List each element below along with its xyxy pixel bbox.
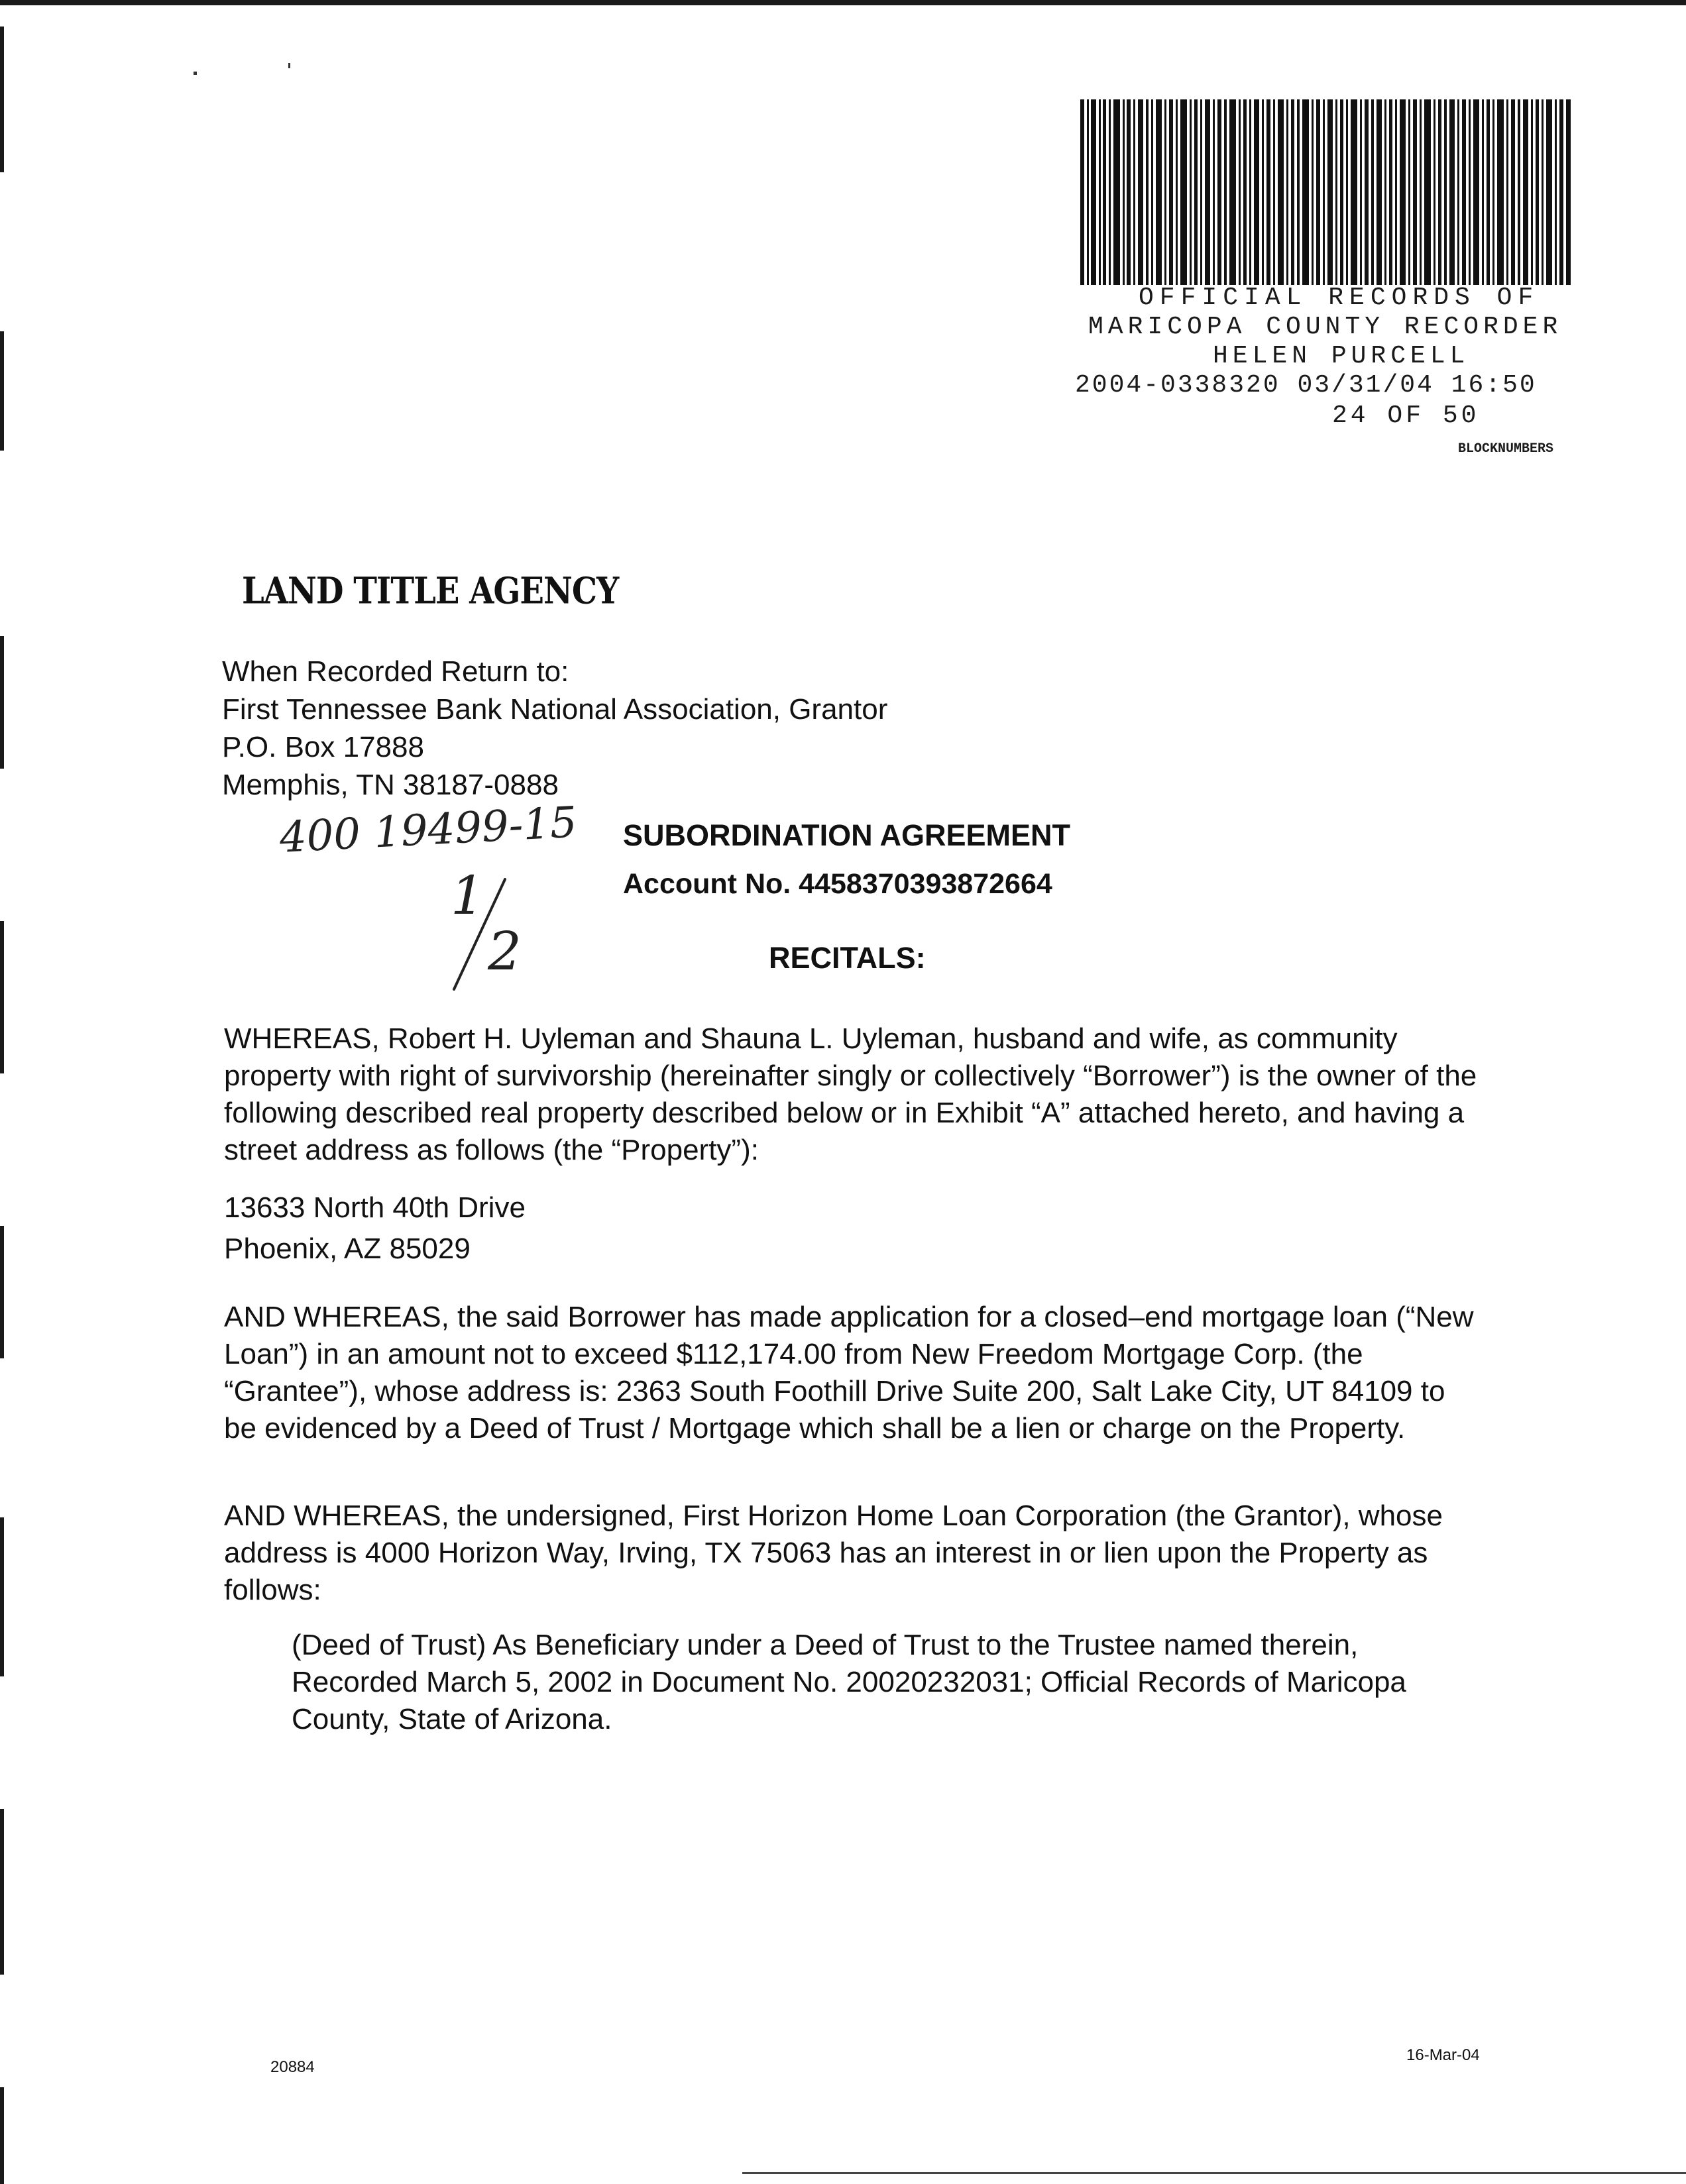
handwritten-fraction-denominator: 2 bbox=[488, 920, 522, 982]
document-title: SUBORDINATION AGREEMENT bbox=[623, 818, 1070, 852]
left-edge-mark bbox=[0, 2087, 4, 2184]
left-edge-mark bbox=[0, 331, 4, 451]
bottom-edge-rule bbox=[742, 2172, 1686, 2174]
left-edge-mark bbox=[0, 1226, 4, 1358]
property-address-street: 13633 North 40th Drive bbox=[224, 1191, 526, 1224]
scan-speck bbox=[288, 63, 290, 68]
left-edge-mark bbox=[0, 1517, 4, 1676]
account-number: Account No. 4458370393872664 bbox=[623, 868, 1052, 900]
recording-barcode bbox=[1080, 99, 1571, 285]
left-edge-mark bbox=[0, 921, 4, 1073]
scan-speck bbox=[194, 72, 197, 75]
stamp-line-document-number: 2004-0338320 03/31/04 16:50 bbox=[1075, 371, 1537, 400]
deed-of-trust-clause: (Deed of Trust) As Beneficiary under a Deed of Trust to the Trustee named therein, Recorded March 5, 2002 in Document No. 20020232031; Official Records of Maricopa County, State of Arizona. bbox=[292, 1629, 1406, 1735]
left-edge-mark bbox=[0, 1809, 4, 1975]
stamp-line-page-count: 24 OF 50 bbox=[1332, 402, 1480, 430]
footer-date: 16-Mar-04 bbox=[1406, 2046, 1480, 2064]
agency-stamp: LAND TITLE AGENCY bbox=[242, 570, 619, 613]
stamp-line-recorder-name: HELEN PURCELL bbox=[1213, 342, 1470, 370]
property-address-city: Phoenix, AZ 85029 bbox=[224, 1232, 471, 1265]
top-edge-rule bbox=[0, 0, 1686, 5]
left-edge-mark bbox=[0, 27, 4, 172]
stamp-line-official-records: OFFICIAL RECORDS OF bbox=[1139, 284, 1540, 312]
stamp-tag: BLOCKNUMBERS bbox=[1458, 441, 1554, 457]
recital-paragraph-3: AND WHEREAS, the undersigned, First Horizon Home Loan Corporation (the Grantor), whose address is 4000 Horizon Way, Irving, TX 75063 has an interest in or lien upon the Property as follows: bbox=[224, 1500, 1443, 1606]
footer-form-number: 20884 bbox=[270, 2058, 315, 2076]
recitals-heading: RECITALS: bbox=[769, 941, 926, 975]
return-city: Memphis, TN 38187-0888 bbox=[222, 769, 559, 801]
stamp-line-county-recorder: MARICOPA COUNTY RECORDER bbox=[1088, 313, 1563, 341]
handwritten-number: 400 19499-15 bbox=[278, 798, 579, 863]
return-heading: When Recorded Return to: bbox=[222, 655, 569, 688]
return-name: First Tennessee Bank National Association, Grantor bbox=[222, 693, 888, 726]
return-address-block bbox=[222, 653, 887, 804]
left-edge-mark bbox=[0, 636, 4, 769]
recital-paragraph-1: WHEREAS, Robert H. Uyleman and Shauna L. Uyleman, husband and wife, as community property with right of survivorship (hereinafter singly or collectively “Borrower”) is the owner of the following described real property described below or in Exhibit “A” attached hereto, and having a street address as follows (the “Property”): bbox=[224, 1022, 1477, 1166]
return-po-box: P.O. Box 17888 bbox=[222, 731, 424, 763]
handwritten-fraction-numerator: 1 bbox=[451, 865, 484, 926]
handwritten-fraction bbox=[431, 865, 530, 991]
property-address bbox=[224, 1189, 1483, 1268]
recital-paragraph-2: AND WHEREAS, the said Borrower has made application for a closed–end mortgage loan (“New Loan”) in an amount not to exceed $112,174.00 from New Freedom Mortgage Corp. (the “Grantee”), whose address is: 2363 South Foothill Drive Suite 200, Salt Lake City, UT 84109 to be evidenced by a Deed of Trust / Mortgage which shall be a lien or charge on the Property. bbox=[224, 1301, 1474, 1445]
